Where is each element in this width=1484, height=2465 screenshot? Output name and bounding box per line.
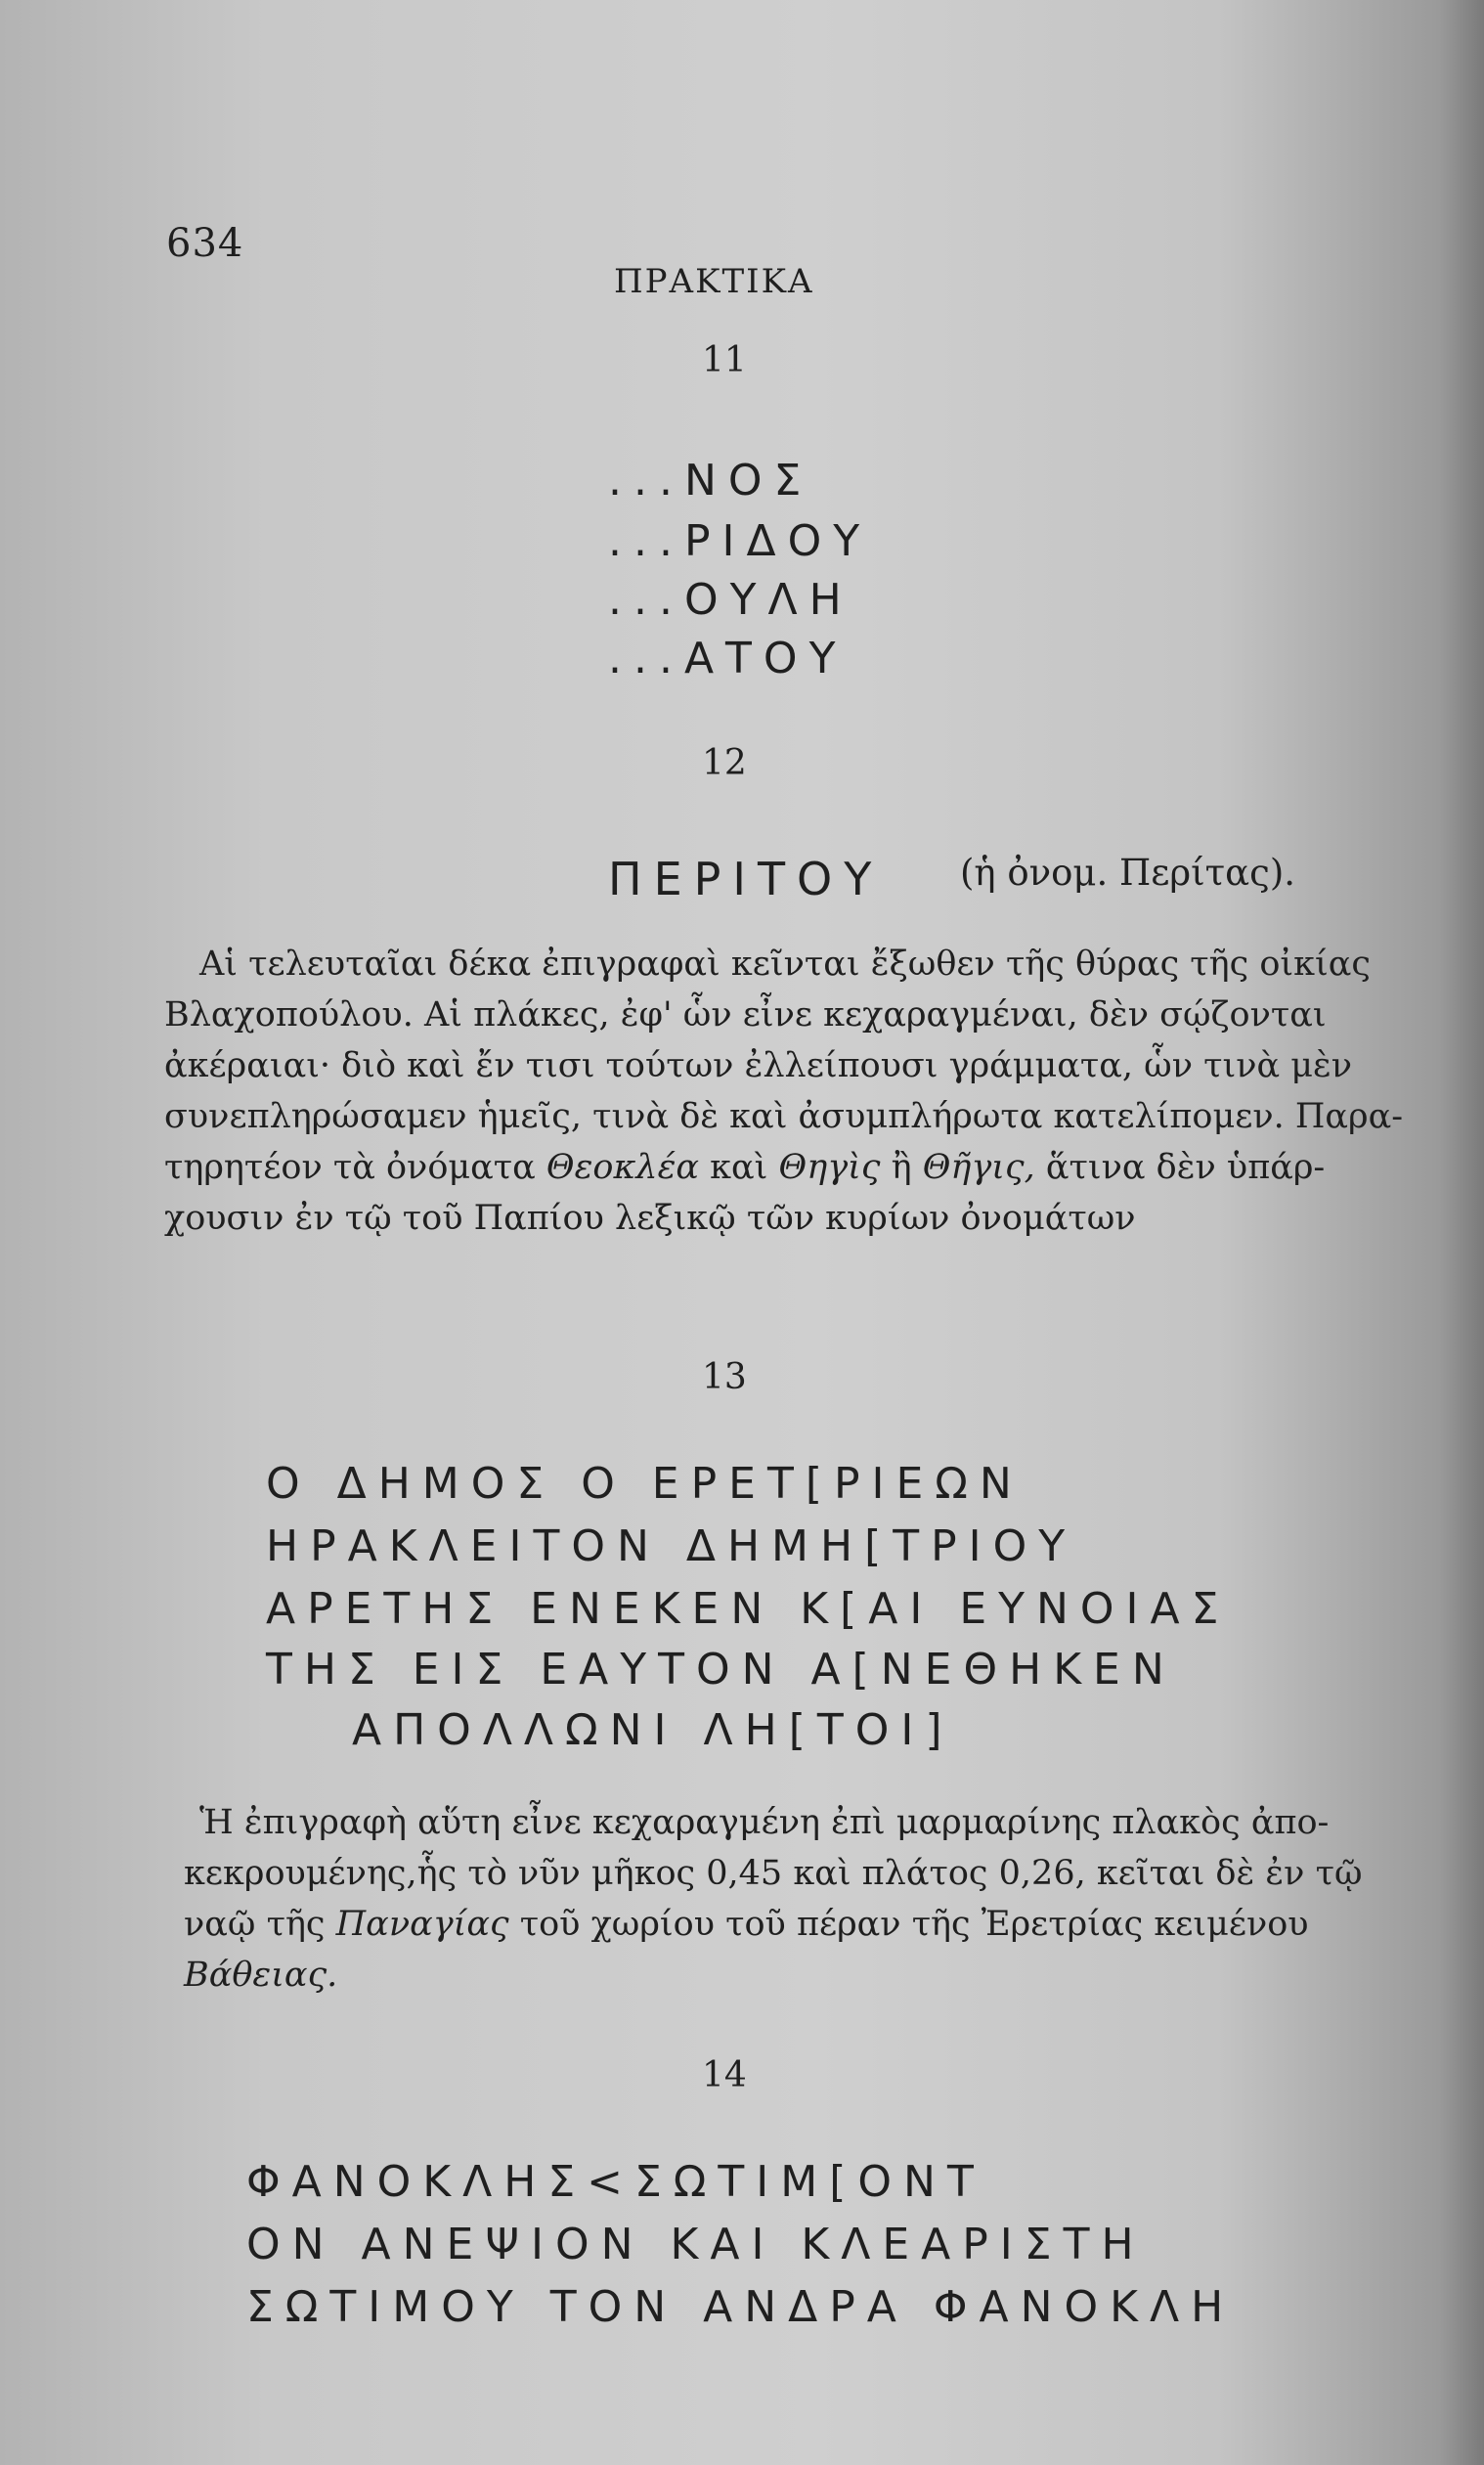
inscription-number: 14 (702, 2055, 747, 2095)
inscription-line: ΤΗΣ ΕΙΣ ΕΑΥΤΟΝ Α[ΝΕΘΗΚΕΝ (266, 1645, 1176, 1695)
inscription-number: 13 (702, 1357, 747, 1397)
commentary-line (184, 1950, 1362, 2001)
inscription-line: ...ΑΤΟΥ (608, 634, 848, 683)
inscription-number: 11 (702, 340, 747, 380)
inscription-line: ΣΩΤΙΜΟΥ ΤΟΝ ΑΝΔΡΑ ΦΑΝΟΚΛΗ (246, 2282, 1236, 2332)
commentary-paragraph (184, 1797, 1362, 2001)
commentary-line: Αἱ τελευταῖαι δέκα ἐπιγραφαὶ κεῖνται ἔξωθεν τῆς θύρας τῆς οἰκίας (199, 945, 1371, 984)
inscription-number: 12 (702, 743, 747, 783)
commentary-line: ἀκέραιαι· διὸ καὶ ἔν τισι τούτων ἐλλείπουσι γράμματα, ὧν τινὰ μὲν (164, 1046, 1353, 1085)
inscription-line: ΑΠΟΛΛΩΝΙ ΛΗ[ΤΟΙ] (352, 1705, 954, 1755)
inscription-line: ΦΑΝΟΚΛΗΣ<ΣΩΤΙΜ[ΟΝΤ (246, 2157, 985, 2207)
inscription-line: Ο ΔΗΜΟΣ Ο ΕΡΕΤ[ΡΙΕΩΝ (266, 1459, 1024, 1509)
inscription-line: ΟΝ ΑΝΕΨΙΟΝ ΚΑΙ ΚΛΕΑΡΙΣΤΗ (246, 2220, 1146, 2269)
italic-name: Βάθειας. (184, 1956, 338, 1995)
inscription-line: ΑΡΕΤΗΣ ΕΝΕΚΕΝ Κ[ΑΙ ΕΥΝΟΙΑΣ (266, 1584, 1231, 1634)
commentary-line: τηρητέον τὰ ὀνόματα Θεοκλέα καὶ Θηγὶς ἢ Θῆγις, ἅτινα δὲν ὑπάρ- (164, 1148, 1326, 1187)
commentary-line: Βλαχοπούλου. Αἱ πλάκες, ἐφ' ὧν εἶνε κεχαραγμέναι, δὲν σῴζονται (164, 995, 1327, 1034)
inscription-line: ...ΡΙΔΟΥ (608, 516, 872, 566)
italic-name: Θηγὶς (778, 1148, 881, 1187)
commentary-paragraph (164, 939, 1403, 1244)
italic-name: Παναγίας (335, 1905, 509, 1944)
inscription-line: ΠΕΡΙΤΟΥ (608, 853, 884, 905)
running-head: ΠΡΑΚΤΙΚΑ (614, 262, 814, 301)
inscription-line: ...ΝΟΣ (608, 456, 813, 506)
page-number: 634 (166, 221, 244, 266)
commentary-line: κεκρουμένης,ἧς τὸ νῦν μῆκος 0,45 καὶ πλάτος 0,26, κεῖται δὲ ἐν τῷ (184, 1854, 1363, 1893)
commentary-line: Ἡ ἐπιγραφὴ αὕτη εἶνε κεχαραγμένη ἐπὶ μαρμαρίνης πλακὸς ἀπο- (199, 1803, 1330, 1842)
inscription-note: (ἡ ὀνομ. Περίτας). (960, 852, 1296, 894)
commentary-line: χουσιν ἐν τῷ τοῦ Παπίου λεξικῷ τῶν κυρίων ὀνομάτων (164, 1199, 1136, 1238)
commentary-line: ναῷ τῆς Παναγίας τοῦ χωρίου τοῦ πέραν τῆς Ἐρετρίας κειμένου (184, 1905, 1309, 1944)
italic-name: Θῆγις, (922, 1148, 1035, 1187)
inscription-line: ΗΡΑΚΛΕΙΤΟΝ ΔΗΜΗ[ΤΡΙΟΥ (266, 1521, 1077, 1571)
commentary-line: συνεπληρώσαμεν ἡμεῖς, τινὰ δὲ καὶ ἀσυμπλήρωτα κατελίπομεν. Παρα- (164, 1097, 1404, 1136)
inscription-line: ...ΟΥΛΗ (608, 575, 853, 625)
italic-name: Θεοκλέα (546, 1148, 700, 1187)
